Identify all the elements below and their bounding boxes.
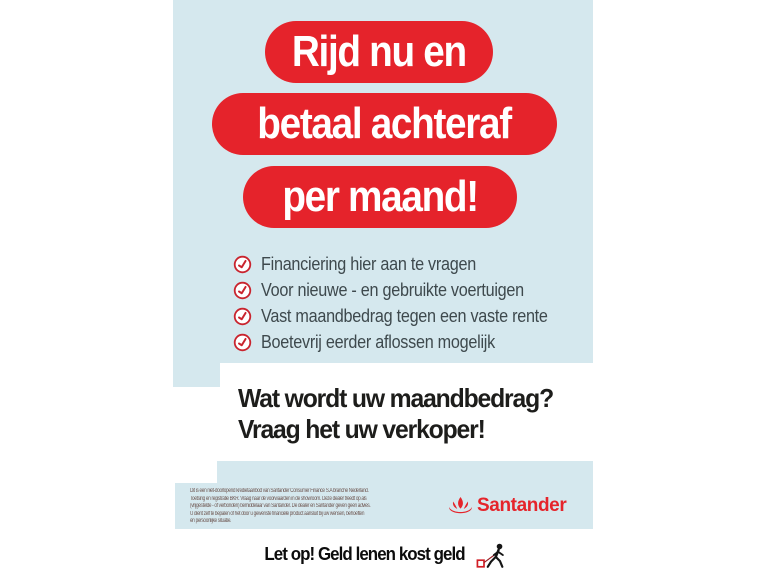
benefit-item bbox=[233, 254, 580, 274]
santander-wordmark: Santander bbox=[477, 495, 567, 516]
headline-pill-3 bbox=[243, 166, 517, 228]
question-line-2: Vraag het uw verkoper! bbox=[238, 414, 485, 444]
disclaimer-line: Toetsing en registratie BKR. Vraag naar de voorwaarden in de showroom. Deze dealer treedt op als bbox=[190, 495, 367, 502]
headline-line-2: betaal achteraf bbox=[257, 99, 512, 148]
money-burden-icon bbox=[476, 542, 508, 569]
headline-pill-1 bbox=[265, 21, 493, 83]
benefit-item bbox=[233, 280, 580, 300]
santander-flame-icon bbox=[448, 496, 473, 517]
headline-pill-2 bbox=[212, 93, 557, 155]
benefit-item bbox=[233, 306, 580, 326]
question-line-1: Wat wordt uw maandbedrag? bbox=[238, 383, 554, 413]
benefit-text: Financiering hier aan te vragen bbox=[261, 253, 476, 274]
headline-line-3: per maand! bbox=[282, 172, 478, 221]
headline-line-1: Rijd nu en bbox=[292, 27, 466, 76]
check-circle-icon bbox=[233, 281, 252, 300]
benefit-text: Boetevrij eerder aflossen mogelijk bbox=[261, 331, 495, 352]
check-circle-icon bbox=[233, 255, 252, 274]
legal-disclaimer bbox=[190, 488, 421, 526]
benefit-item bbox=[233, 332, 580, 352]
disclaimer-line: Dit is een niet-doorlopend kredietaanbod van Santander Consumer Finance S.A branche Nederland. bbox=[190, 488, 369, 494]
benefits-checklist bbox=[233, 254, 580, 358]
disclaimer-line: en persoonlijke situatie. bbox=[190, 518, 232, 525]
poster-blue-left-tab bbox=[173, 363, 220, 387]
disclaimer-line: U dient zelf te bepalen of het door u gewenste financiële product aansluit bij uw wensen, behoeften bbox=[190, 510, 365, 517]
benefit-text: Vast maandbedrag tegen een vaste rente bbox=[261, 305, 548, 326]
check-circle-icon bbox=[233, 307, 252, 326]
credit-warning bbox=[173, 540, 593, 569]
disclaimer-line: (vrijgestelde - of verbonden) bemiddelaar van Santander. De dealer en Santander geven geen advies. bbox=[190, 503, 371, 510]
santander-logo bbox=[448, 495, 566, 517]
benefit-text: Voor nieuwe - en gebruikte voertuigen bbox=[261, 279, 524, 300]
question-heading bbox=[238, 383, 553, 445]
credit-warning-text: Let op! Geld lenen kost geld bbox=[264, 544, 466, 564]
check-circle-icon bbox=[233, 333, 252, 352]
